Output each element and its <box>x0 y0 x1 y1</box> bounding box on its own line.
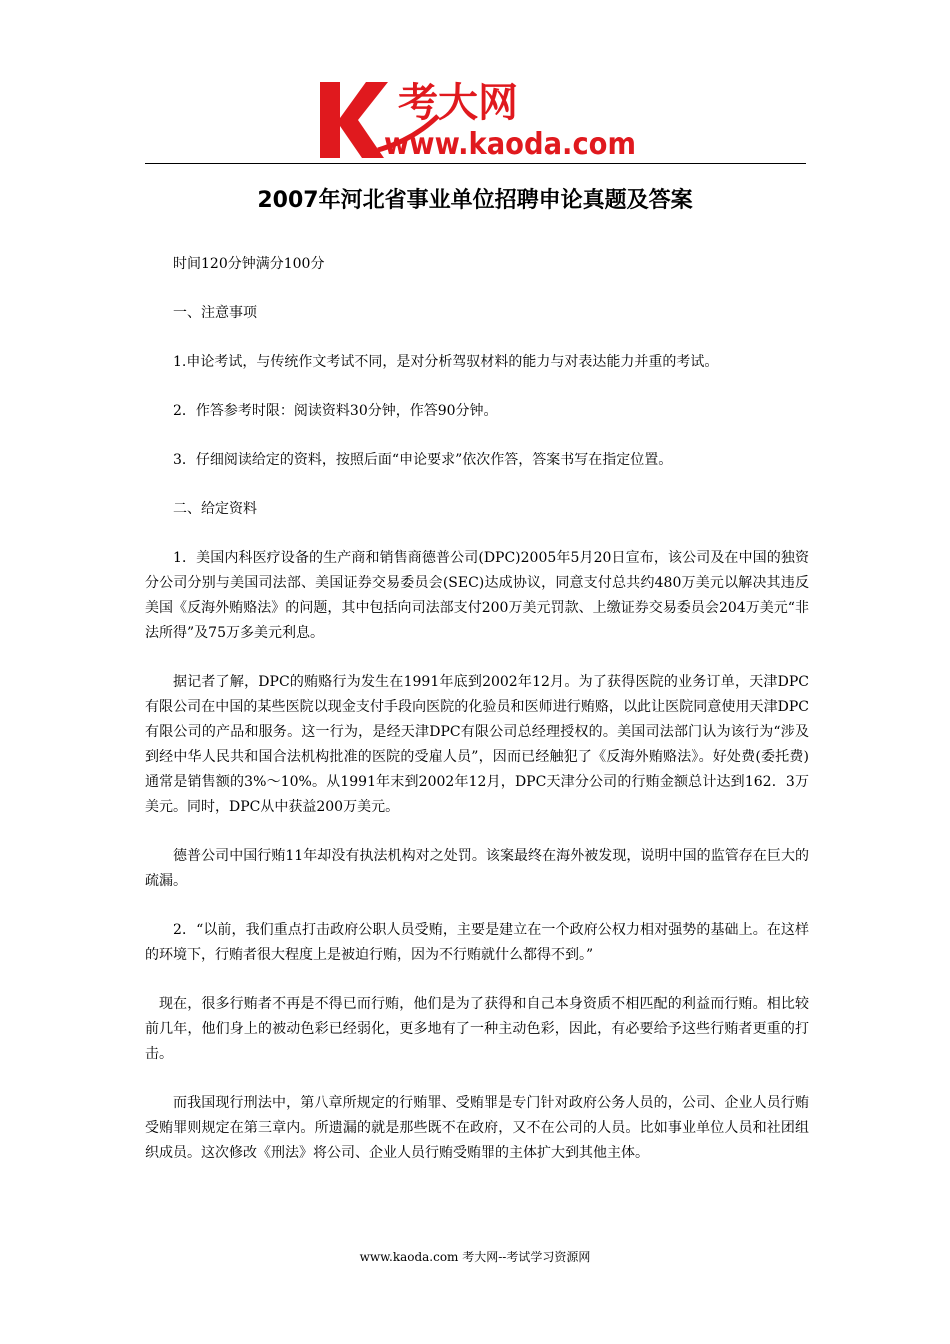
material-2-detail: 现在，很多行贿者不再是不得已而行贿，他们是为了获得和自己本身资质不相匹配的利益而行贿。相比较前几年，他们身上的被动色彩已经弱化，更多地有了一种主动色彩，因此，有必要给予这些行贿者更重的打击。 <box>145 996 809 1062</box>
logo-url-text: www.kaoda.com <box>384 127 636 160</box>
header-rule <box>145 163 806 164</box>
section-heading-notes: 一、注意事项 <box>173 305 257 321</box>
document-title: 2007年河北省事业单位招聘申论真题及答案 <box>257 188 693 213</box>
time-info: 时间120分钟满分100分 <box>173 256 325 272</box>
material-1-detail: 据记者了解，DPC的贿赂行为发生在1991年底到2002年12月。为了获得医院的业务订单，天津DPC有限公司在中国的某些医院以现金支付手段向医院的化验员和医师进行贿赂，以此让医院同意使用天津DPC有限公司的产品和服务。这一行为，是经天津DPC有限公司总经理授权的。美国司法部门认为该行为“涉及到经中华人民共和国合法机构批准的医院的受雇人员”，因而已经触犯了《反海外贿赂法》。好处费(委托费)通常是销售额的3%～10%。从1991年末到2002年12月，DPC天津分公司的行贿金额总计达到162．3万美元。同时，DPC从中获益200万美元。 <box>145 674 809 815</box>
note-2: 2．作答参考时限：阅读资料30分钟，作答90分钟。 <box>173 403 498 419</box>
document-body <box>145 252 809 1190</box>
page-footer: www.kaoda.com 考大网--考试学习资源网 <box>359 1250 591 1264</box>
note-1: 1.申论考试，与传统作文考试不同，是对分析驾驭材料的能力与对表达能力并重的考试。 <box>173 354 719 370</box>
material-1-conclusion: 德普公司中国行贿11年却没有执法机构对之处罚。该案最终在海外被发现，说明中国的监管存在巨大的疏漏。 <box>145 848 809 889</box>
material-1: 1．美国内科医疗设备的生产商和销售商德普公司(DPC)2005年5月20日宣布，该公司及在中国的独资分公司分别与美国司法部、美国证券交易委员会(SEC)达成协议，同意支付总共约480万美元以解决其违反美国《反海外贿赂法》的问题，其中包括向司法部支付200万美元罚款、上缴证券交易委员会204万美元“非法所得”及75万多美元利息。 <box>145 550 809 641</box>
note-3: 3．仔细阅读给定的资料，按照后面“申论要求”依次作答，答案书写在指定位置。 <box>173 452 673 468</box>
material-2: 2．“以前，我们重点打击政府公职人员受贿，主要是建立在一个政府公权力相对强势的基础上。在这样的环境下，行贿者很大程度上是被迫行贿，因为不行贿就什么都得不到。” <box>145 922 809 963</box>
material-2-law: 而我国现行刑法中，第八章所规定的行贿罪、受贿罪是专门针对政府公务人员的，公司、企业人员行贿受贿罪则规定在第三章内。所遗漏的就是那些既不在政府，又不在公司的人员。比如事业单位人员和社团组织成员。这次修改《刑法》将公司、企业人员行贿受贿罪的主体扩大到其他主体。 <box>145 1095 809 1161</box>
section-heading-materials: 二、给定资料 <box>173 501 257 517</box>
logo-k-mark <box>320 82 388 158</box>
kaoda-logo <box>318 78 648 160</box>
logo-chinese-text: 考大网 <box>398 80 518 126</box>
